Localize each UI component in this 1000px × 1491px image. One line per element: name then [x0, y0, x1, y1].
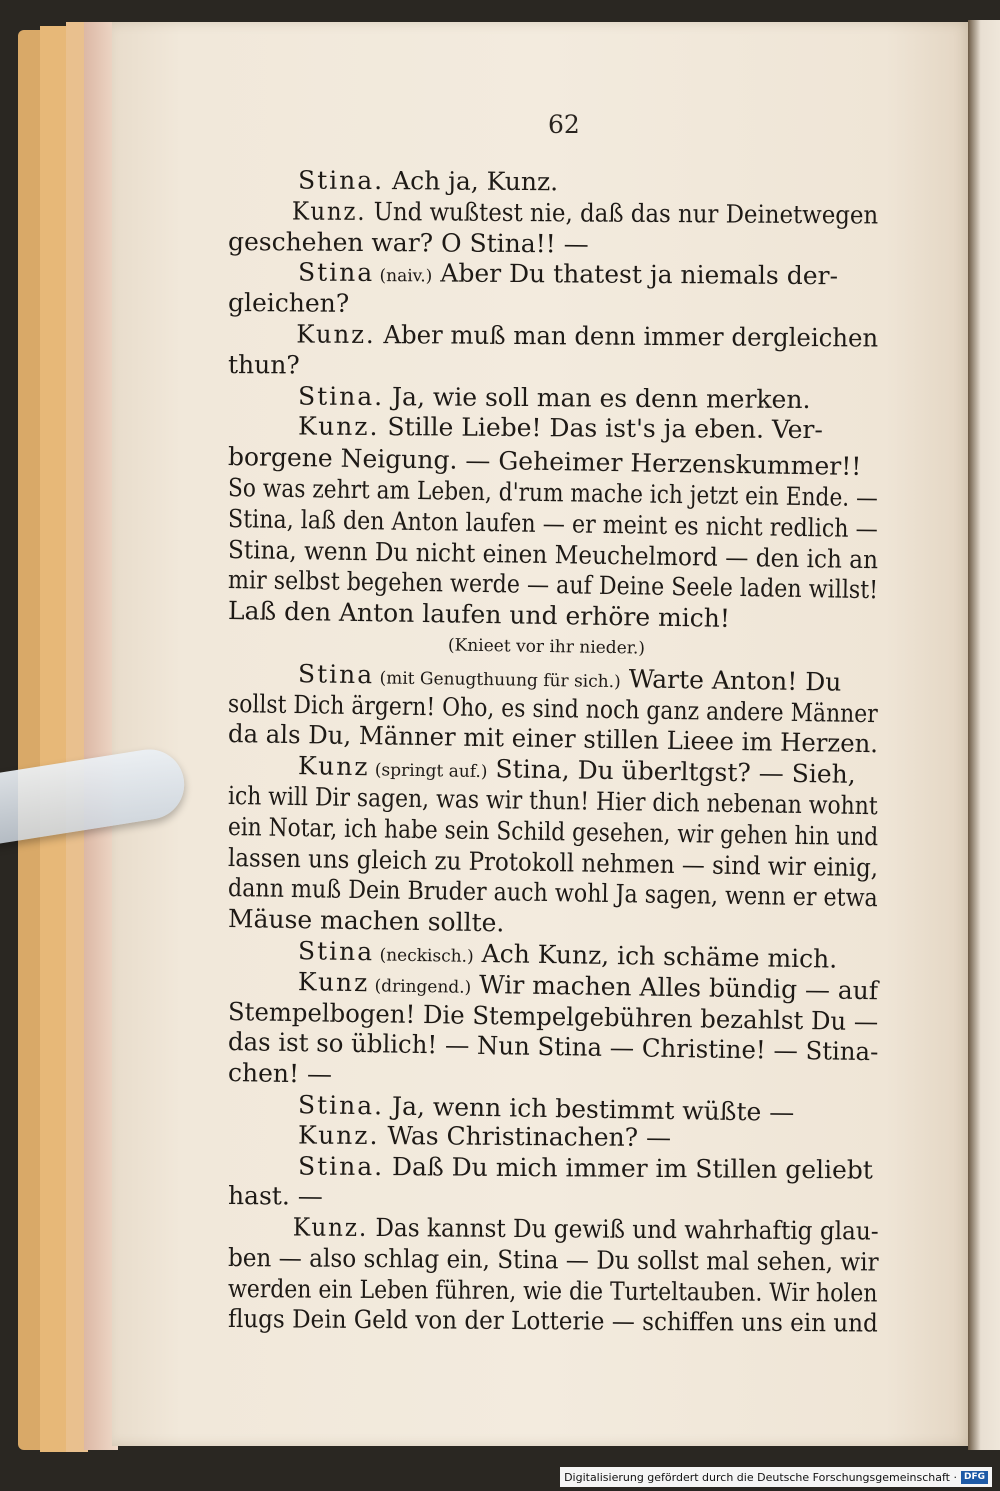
line-text: Stina, laß den Anton laufen — er meint es nicht redlich —: [227, 503, 879, 543]
line-text: borgene Neigung. — Geheimer Herzenskummer!!: [227, 442, 862, 482]
line-text: ich will Dir sagen, was wir thun! Hier dich nebenan wohnt: [227, 780, 878, 821]
next-page-edge: [968, 20, 1000, 1450]
line-text: geschehen war? O Stina!! —: [227, 226, 589, 259]
text-line: [228, 1120, 878, 1155]
line-text: Ja, wenn ich bestimmt wüßte —: [383, 1091, 795, 1127]
text-line: [227, 1273, 878, 1309]
stage-direction: (dringend.): [369, 975, 472, 998]
speaker-name: Kunz.: [291, 196, 367, 226]
line-text: Mäuse machen sollte.: [227, 904, 505, 938]
line-text: werden ein Leben führen, wie die Turteltauben. Wir holen: [227, 1273, 878, 1308]
line-text: chen! —: [227, 1058, 333, 1089]
footer-credit: [560, 1467, 992, 1487]
speaker-name: Kunz.: [292, 1212, 369, 1243]
stage-direction: (mit Genugthuung für sich.): [373, 668, 621, 692]
text-line: [228, 1151, 878, 1186]
line-text: dann muß Dein Bruder auch wohl Ja sagen, wenn er etwa: [227, 873, 879, 913]
line-text: Aber Du thatest ja niemals der-: [432, 258, 839, 291]
line-text: Stina, Du überltgst? — Sieh,: [487, 754, 856, 789]
line-text: Und wußtest nie, daß das nur Deinetwegen: [366, 196, 879, 230]
line-text: Ja, wie soll man es denn merken.: [384, 381, 811, 414]
text-line: [228, 257, 878, 292]
text-line: [228, 381, 878, 416]
line-text: mir selbst begehen werde — auf Deine Seele laden willst!: [227, 565, 879, 605]
line-text: lassen uns gleich zu Protokoll nehmen — sind wir einig,: [227, 842, 879, 882]
line-text: Laß den Anton laufen und erhöre mich!: [227, 596, 731, 634]
speaker-name: Kunz.: [296, 319, 376, 350]
line-text: thun?: [227, 349, 300, 380]
text-line: [228, 288, 878, 323]
line-text: Daß Du mich immer im Stillen geliebt: [384, 1151, 873, 1185]
text-line: [228, 227, 878, 262]
stage-direction: (neckisch.): [373, 945, 474, 967]
line-text: Stempelbogen! Die Stempelgebühren bezahlst Du —: [227, 996, 879, 1036]
line-text: sollst Dich ärgern! Oho, es sind noch ganz andere Männer: [227, 688, 878, 728]
dfg-logo-icon: DFG: [961, 1471, 988, 1484]
page-text: [227, 100, 879, 1339]
page-number: 62: [548, 110, 580, 139]
footer-label: Digitalisierung gefördert durch die Deutsche Forschungsgemeinschaft ·: [564, 1470, 957, 1484]
line-text: ben — also schlag ein, Stina — Du sollst mal sehen, wir: [227, 1242, 879, 1277]
speaker-name: Stina.: [297, 1090, 385, 1121]
stage-direction: (Knieet vor ihr nieder.): [447, 635, 646, 659]
stage-direction: (naiv.): [374, 266, 433, 287]
speaker-name: Stina.: [297, 381, 385, 411]
line-text: hast. —: [227, 1181, 323, 1211]
line-text: Was Christinachen? —: [379, 1120, 672, 1152]
line-text: Ach Kunz, ich schäme mich.: [473, 938, 838, 974]
line-text: flugs Dein Geld von der Lotterie — schiffen uns ein und: [227, 1304, 878, 1339]
text-line: [228, 196, 879, 231]
text-line: [228, 319, 879, 354]
line-text: Stina, wenn Du nicht einen Meuchelmord — den ich an: [227, 534, 879, 574]
line-text: da als Du, Männer mit einer stillen Lieee im Herzen.: [227, 719, 879, 759]
speaker-name: Kunz.: [297, 411, 380, 442]
line-text: gleichen?: [227, 288, 350, 319]
speaker-name: Kunz.: [297, 1120, 380, 1150]
line-text: Aber muß man denn immer dergleichen: [375, 320, 879, 353]
line-text: Warte Anton! Du: [620, 663, 842, 697]
text-line: [228, 350, 878, 385]
line-text: Stille Liebe! Das ist's ja eben. Ver-: [379, 412, 823, 445]
line-text: Wir machen Alles bündig — auf: [471, 969, 879, 1005]
line-text: das ist so üblich! — Nun Stina — Christine! — Stina-: [227, 1027, 879, 1067]
text-line: [227, 1242, 879, 1278]
speaker-name: Stina.: [297, 165, 385, 196]
text-line: [228, 1212, 879, 1247]
speaker-name: Stina.: [297, 1150, 385, 1181]
line-text: Das kannst Du gewiß und wahrhaftig glau-: [367, 1213, 879, 1246]
line-text: So was zehrt am Leben, d'rum mache ich jetzt ein Ende. —: [227, 472, 879, 513]
text-line: [228, 165, 878, 200]
line-text: ein Notar, ich habe sein Schild gesehen, wir gehen hin und: [227, 811, 879, 851]
stage-direction: (springt auf.): [369, 760, 488, 783]
text-line: [227, 1304, 878, 1339]
speaker-name: Stina: [297, 936, 375, 967]
text-line: [228, 411, 878, 446]
speaker-name: Kunz: [297, 751, 370, 782]
speaker-name: Stina: [297, 257, 375, 288]
speaker-name: Stina: [297, 658, 375, 690]
line-text: Ach ja, Kunz.: [384, 166, 559, 197]
text-line: [228, 1181, 878, 1216]
speaker-name: Kunz: [297, 966, 370, 997]
